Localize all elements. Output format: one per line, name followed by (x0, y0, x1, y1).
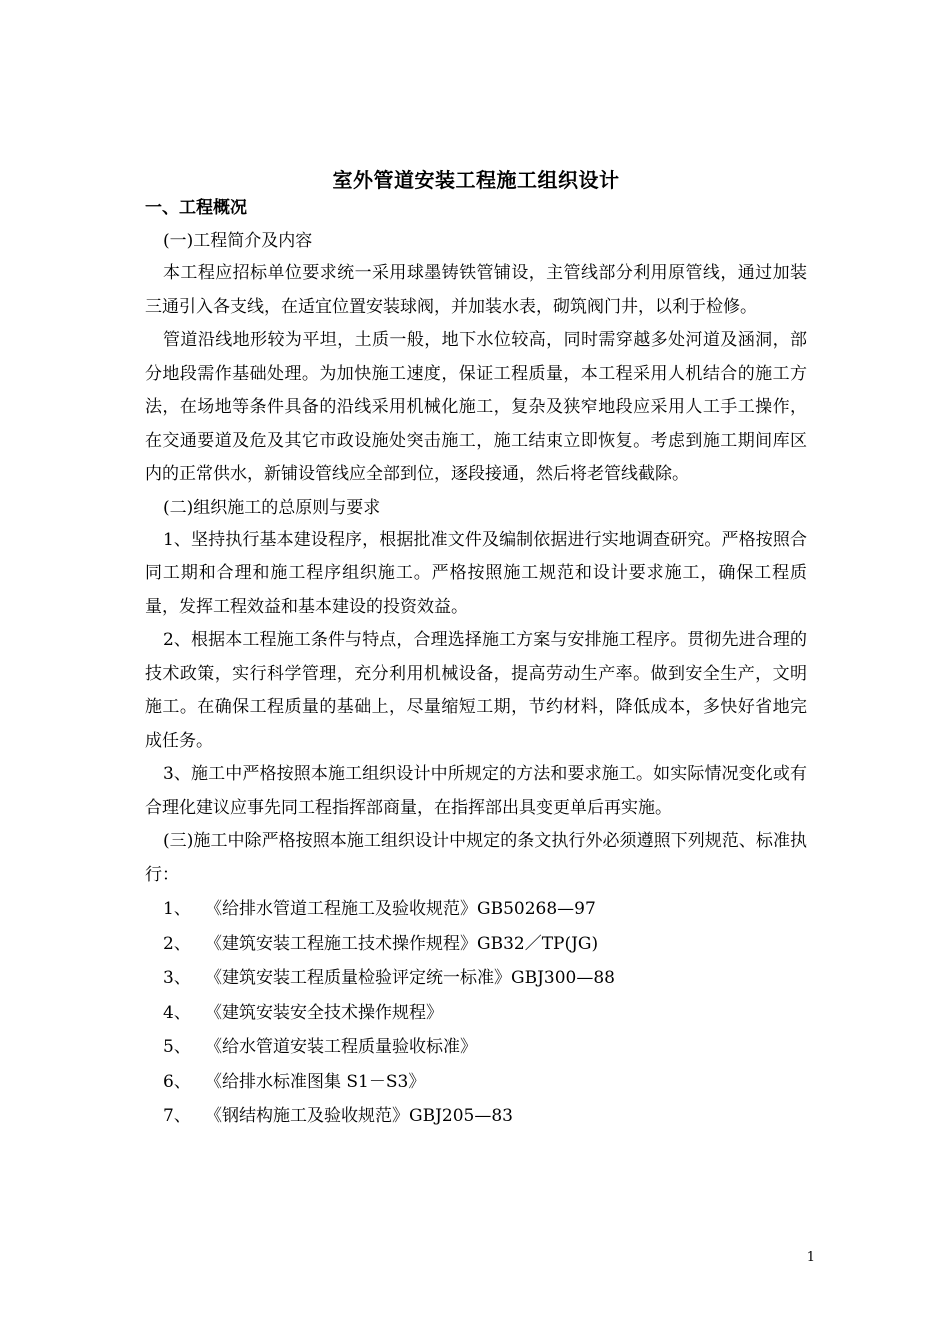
list-item-number: 4、 (163, 1002, 191, 1023)
standards-list (145, 892, 807, 1134)
list-item-number: 1、 (163, 899, 191, 919)
list-item-text: 《钢结构施工及验收规范》GBJ205—83 (205, 1106, 513, 1126)
list-item-text: 《给排水管道工程施工及验收规范》GB50268—97 (205, 899, 596, 919)
paragraph: 2、根据本工程施工条件与特点，合理选择施工方案与安排施工程序。贯彻先进合理的技术政策，实行科学管理，充分利用机械设备，提高劳动生产率。做到安全生产，文明施工。在确保工程质量的基础上，尽量缩短工期，节约材料，降低成本，多快好省地完成任务。 (145, 630, 807, 751)
list-item-text: 《建筑安装工程质量检验评定统一标准》GBJ300—88 (205, 968, 615, 988)
list-item (145, 892, 807, 927)
list-item (145, 1030, 807, 1065)
paragraph: 1、坚持执行基本建设程序，根据批准文件及编制依据进行实地调查研究。严格按照合同工期和合理和施工程序组织施工。严格按照施工规范和设计要求施工，确保工程质量，发挥工程效益和基本建设的投资效益。 (145, 529, 807, 617)
list-item (145, 1099, 807, 1134)
document-body (145, 165, 807, 1134)
list-item (145, 996, 807, 1031)
list-item-text: 《给水管道安装工程质量验收标准》 (205, 1037, 477, 1057)
list-item-number: 7、 (163, 1106, 191, 1126)
paragraph: 3、施工中严格按照本施工组织设计中所规定的方法和要求施工。如实际情况变化或有合理化建议应事先同工程指挥部商量，在指挥部出具变更单后再实施。 (145, 764, 807, 818)
list-item-text: 《给排水标准图集 S1－S3》 (205, 1071, 426, 1092)
list-item (145, 961, 807, 996)
paragraph: 管道沿线地形较为平坦，土质一般，地下水位较高，同时需穿越多处河道及涵洞，部分地段需作基础处理。为加快施工速度，保证工程质量，本工程采用人机结合的施工方法，在场地等条件具备的沿线采用机械化施工，复杂及狭窄地段应采用人工手工操作，在交通要道及危及其它市政设施处突击施工，施工结束立即恢复。考虑到施工期间库区内的正常供水，新铺设管线应全部到位，逐段接通，然后将老管线截除。 (145, 330, 807, 484)
page-number: 1 (806, 1250, 815, 1265)
subsection-heading-project-intro: (一)工程简介及内容 (163, 231, 313, 251)
list-item-number: 5、 (163, 1037, 191, 1057)
subsection-heading-principles: (二)组织施工的总原则与要求 (163, 497, 381, 518)
paragraph: 本工程应招标单位要求统一采用球墨铸铁管铺设，主管线部分利用原管线，通过加装三通引入各支线，在适宜位置安装球阀，并加装水表，砌筑阀门井，以利于检修。 (145, 263, 807, 317)
section-heading-project-overview: 一、工程概况 (145, 198, 247, 218)
document-title: 室外管道安装工程施工组织设计 (332, 168, 620, 192)
list-item (145, 1065, 807, 1100)
list-item-number: 2、 (163, 933, 191, 954)
list-item-text: 《建筑安装工程施工技术操作规程》GB32／TP(JG) (205, 933, 599, 954)
list-item (145, 927, 807, 962)
list-item-number: 6、 (163, 1071, 191, 1092)
list-item-text: 《建筑安装安全技术操作规程》 (205, 1002, 443, 1023)
list-item-number: 3、 (163, 968, 191, 988)
paragraph-standards-intro: (三)施工中除严格按照本施工组织设计中规定的条文执行外必须遵照下列规范、标准执行： (145, 831, 807, 885)
